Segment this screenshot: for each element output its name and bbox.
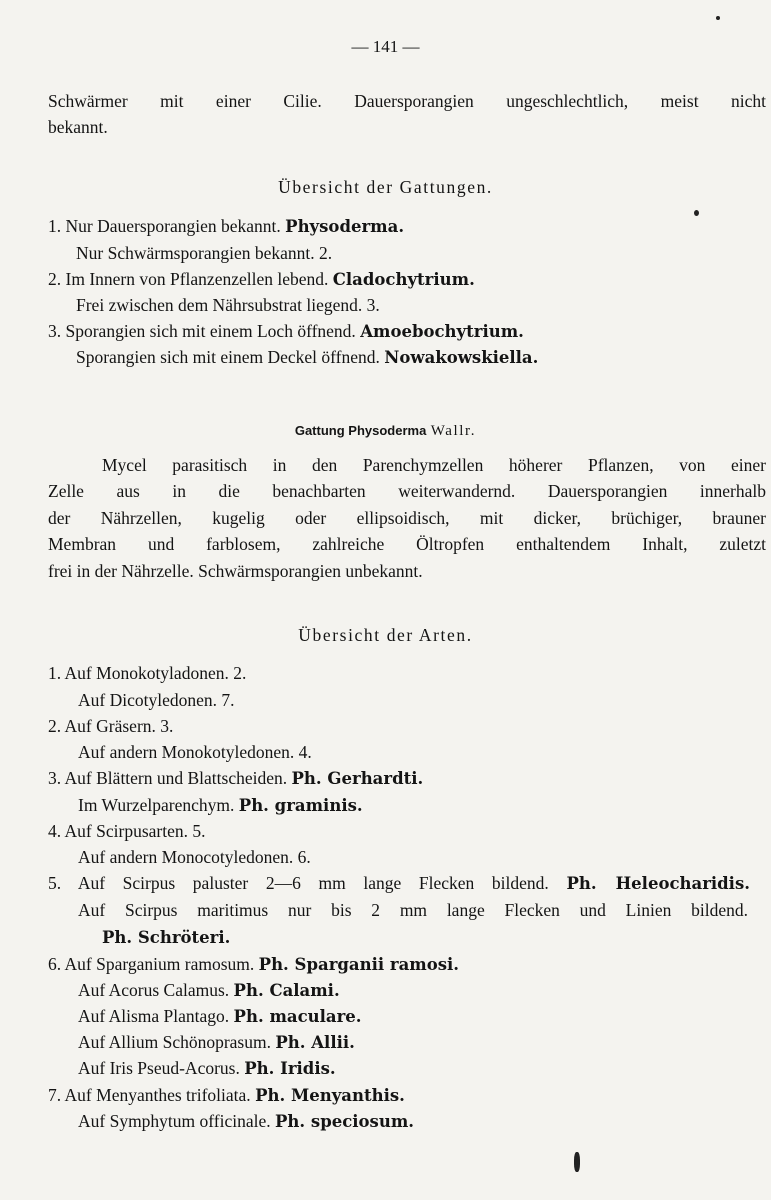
- key-reference: 2.: [319, 243, 333, 263]
- key-row: [48, 268, 475, 291]
- description-line: frei in der Nährzelle. Schwärmsporangien unbekannt.: [48, 561, 423, 581]
- key-number: 4.: [48, 821, 62, 841]
- key-number: 3.: [48, 768, 62, 788]
- key-number: 2.: [48, 716, 62, 736]
- key-text: Auf Acorus Calamus.: [78, 980, 230, 1000]
- key-text: Auf Symphytum officinale.: [78, 1111, 271, 1131]
- key-row: [78, 846, 311, 868]
- key-row: [78, 689, 235, 711]
- key-number: 7.: [48, 1085, 62, 1105]
- key-text: Auf Allium Schönoprasum.: [78, 1032, 271, 1052]
- key-reference: 2.: [233, 663, 247, 683]
- key-text: Nur Dauersporangien bekannt.: [65, 216, 281, 236]
- key-text: Auf Dicotyledonen.: [78, 690, 217, 710]
- key-number: 6.: [48, 954, 62, 974]
- key-text: Auf Monokotyladonen.: [64, 663, 229, 683]
- key-reference: 3.: [366, 295, 380, 315]
- key-row: [78, 794, 363, 817]
- ink-speck: [574, 1152, 580, 1172]
- key-row: [78, 979, 340, 1002]
- species-name: Ph. graminis.: [238, 796, 363, 815]
- description-line: Membran und farblosem, zahlreiche Öltropfen enthaltendem Inhalt, zuletzt: [48, 534, 766, 554]
- key-reference: 7.: [221, 690, 235, 710]
- key-reference: 5.: [192, 821, 206, 841]
- key-text: Frei zwischen dem Nährsubstrat liegend.: [76, 295, 363, 315]
- key-row: [102, 926, 230, 949]
- description-line: der Nährzellen, kugelig oder ellipsoidisch, mit dicker, brüchiger, brauner: [48, 508, 766, 528]
- species-name: Ph. Gerhardti.: [291, 769, 424, 788]
- key-text: Auf Scirpus maritimus nur bis 2 mm lange Flecken und Linien bildend.: [78, 900, 748, 920]
- key-row: [78, 741, 312, 763]
- species-name: Ph. Iridis.: [244, 1059, 336, 1078]
- key-number: 3.: [48, 321, 62, 341]
- key-text: Auf andern Monocotyledonen.: [78, 847, 294, 867]
- key-text: Auf Sparganium ramosum.: [64, 954, 255, 974]
- genus-heading: [0, 418, 771, 442]
- key-row: [48, 953, 459, 976]
- key-row: [48, 767, 423, 790]
- genus-name: Cladochytrium.: [332, 270, 475, 289]
- species-key-heading: Übersicht der Arten.: [298, 625, 473, 645]
- ink-speck: [716, 16, 720, 20]
- species-name: Ph. Sparganii ramosi.: [258, 955, 460, 974]
- key-number: 2.: [48, 269, 62, 289]
- key-text: Auf Iris Pseud-Acorus.: [78, 1058, 240, 1078]
- key-row: [48, 872, 750, 895]
- key-number: 5.: [48, 873, 62, 893]
- key-row: [78, 1031, 355, 1054]
- key-text: Sporangien sich mit einem Loch öffnend.: [65, 321, 356, 341]
- key-row: [48, 1084, 405, 1107]
- key-row: [78, 1005, 362, 1028]
- genus-name: Physoderma.: [285, 217, 405, 236]
- genus-label: Gattung Physoderma: [294, 423, 427, 438]
- key-text: Sporangien sich mit einem Deckel öffnend.: [76, 347, 380, 367]
- key-text: Im Innern von Pflanzenzellen lebend.: [65, 269, 329, 289]
- key-number: 1.: [48, 216, 62, 236]
- key-reference: 3.: [160, 716, 174, 736]
- species-name: Ph. Schröteri.: [102, 928, 231, 947]
- species-name: Ph. maculare.: [233, 1007, 362, 1026]
- key-text: Auf andern Monokotyledonen.: [78, 742, 295, 762]
- key-text: Auf Blättern und Blattscheiden.: [64, 768, 288, 788]
- key-row: [78, 899, 748, 921]
- key-row: [48, 320, 524, 343]
- key-text: Auf Alisma Plantago.: [78, 1006, 230, 1026]
- species-name: Ph. speciosum.: [275, 1112, 415, 1131]
- page-number: — 141 —: [351, 37, 420, 56]
- key-text: Im Wurzelparenchym.: [78, 795, 235, 815]
- key-text: Auf Scirpusarten.: [64, 821, 188, 841]
- key-number: 1.: [48, 663, 62, 683]
- species-name: Ph. Allii.: [275, 1033, 355, 1052]
- key-row: [48, 820, 206, 842]
- genus-name: Nowakowskiella.: [384, 348, 539, 367]
- genera-key-heading: Übersicht der Gattungen.: [278, 177, 493, 197]
- key-reference: 4.: [298, 742, 312, 762]
- key-row: [48, 715, 173, 737]
- key-text: Nur Schwärmsporangien bekannt.: [76, 243, 315, 263]
- description-line: Mycel parasitisch in den Parenchymzellen höherer Pflanzen, von einer: [102, 455, 766, 475]
- key-row: [76, 242, 332, 264]
- species-name: Ph. Calami.: [233, 981, 340, 1000]
- genus-name: Amoebochytrium.: [360, 322, 524, 341]
- key-row: [78, 1110, 414, 1133]
- key-text: Auf Menyanthes trifoliata.: [64, 1085, 251, 1105]
- species-name: Ph. Heleocharidis.: [566, 874, 750, 893]
- key-reference: 6.: [297, 847, 311, 867]
- key-text: Auf Gräsern.: [64, 716, 156, 736]
- key-row: [78, 1057, 336, 1080]
- species-name: Ph. Menyanthis.: [255, 1086, 405, 1105]
- key-row: [48, 662, 246, 684]
- genus-author: Wallr.: [430, 423, 477, 439]
- description-line: Zelle aus in die benachbarten weiterwandernd. Dauersporangien innerhalb: [48, 481, 766, 501]
- key-text: Auf Scirpus paluster 2—6 mm lange Flecken bildend.: [77, 873, 549, 893]
- key-row: [76, 346, 538, 369]
- ink-speck: [694, 210, 699, 216]
- intro-line-1: Schwärmer mit einer Cilie. Dauersporangien ungeschlechtlich, meist nicht: [48, 91, 766, 111]
- key-row: [48, 215, 404, 238]
- key-row: [76, 294, 380, 316]
- intro-line-2: bekannt.: [48, 117, 108, 137]
